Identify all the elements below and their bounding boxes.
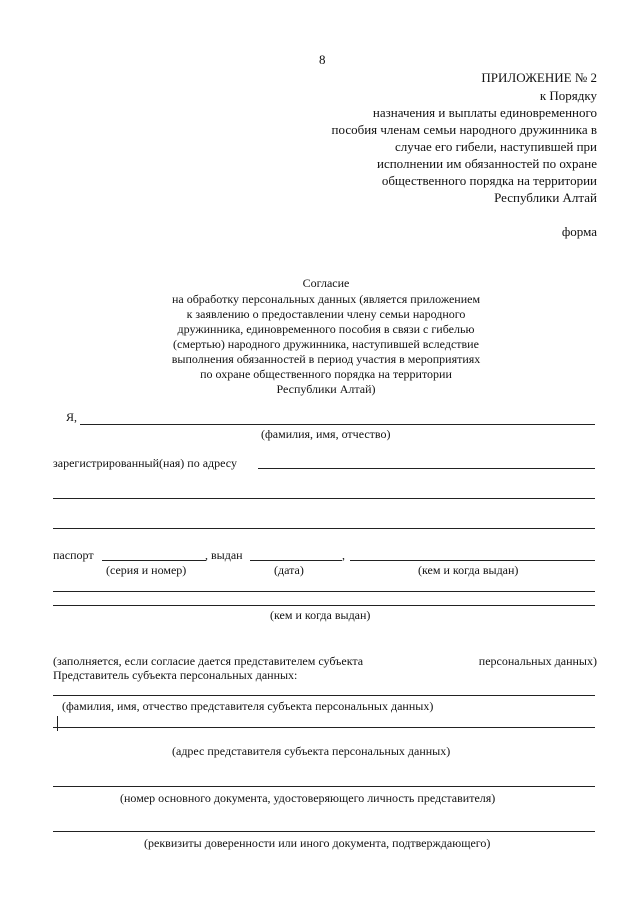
appendix-title: ПРИЛОЖЕНИЕ № 2 <box>481 70 597 85</box>
appendix-line: общественного порядка на территории <box>381 173 597 188</box>
date-caption: (дата) <box>274 563 304 577</box>
power-of-attorney-caption: (реквизиты доверенности или иного документа, подтверждающего) <box>144 836 491 850</box>
issued-by-caption-2: (кем и когда выдан) <box>270 608 371 622</box>
issued-by-caption: (кем и когда выдан) <box>418 563 519 577</box>
rep-doc-field[interactable] <box>53 786 595 787</box>
i-label: Я, <box>66 410 78 424</box>
passport-label: паспорт <box>53 548 94 562</box>
representative-field[interactable] <box>53 695 595 696</box>
passport-issued-by-field[interactable] <box>350 560 595 561</box>
text-cursor <box>57 716 58 731</box>
issued-label: , выдан <box>205 548 243 562</box>
comma: , <box>342 548 345 562</box>
appendix-line: Республики Алтай <box>494 190 597 205</box>
appendix-line: случае его гибели, наступившей при <box>394 139 597 154</box>
title-line: по охране общественного порядка на территории <box>200 367 452 381</box>
address-field-line-3[interactable] <box>53 528 595 529</box>
rep-fio-field[interactable] <box>53 727 595 728</box>
passport-date-field[interactable] <box>250 560 342 561</box>
address-field[interactable] <box>258 468 595 469</box>
representative-note-end: персональных данных) <box>478 654 597 668</box>
fio-field[interactable] <box>80 424 595 425</box>
representative-label: Представитель субъекта персональных данных: <box>53 668 298 682</box>
title-line: дружинника, единовременного пособия в связи с гибелью <box>177 322 475 336</box>
appendix-line: назначения и выплаты единовременного <box>372 105 597 120</box>
power-of-attorney-field[interactable] <box>53 831 595 832</box>
fio-caption: (фамилия, имя, отчество) <box>261 427 391 441</box>
title-line: Республики Алтай) <box>276 382 376 396</box>
title-line: выполнения обязанностей в период участия в мероприятиях <box>171 352 481 366</box>
appendix-line: пособия членам семьи народного дружинника в <box>331 122 597 137</box>
title-line: на обработку персональных данных (является приложением <box>171 292 481 306</box>
passport-series-field[interactable] <box>102 560 206 561</box>
registered-label: зарегистрированный(ная) по адресу <box>53 456 237 470</box>
representative-note: (заполняется, если согласие дается представителем субъекта <box>53 654 364 668</box>
page-number: 8 <box>319 52 326 67</box>
rep-fio-caption: (фамилия, имя, отчество представителя субъекта персональных данных) <box>62 699 434 713</box>
consent-title: Согласие <box>302 276 350 290</box>
doc-number-caption: (номер основного документа, удостоверяющего личность представителя) <box>120 791 496 805</box>
title-line: (смертью) народного дружинника, наступившей вследствие <box>173 337 479 351</box>
appendix-line: к Порядку <box>539 88 597 103</box>
rep-address-caption: (адрес представителя субъекта персональных данных) <box>172 744 451 758</box>
title-line: к заявлению о предоставлении члену семьи народного <box>186 307 466 321</box>
issued-by-field-line-2[interactable] <box>53 591 595 592</box>
address-field-line-2[interactable] <box>53 498 595 499</box>
appendix-line: исполнении им обязанностей по охране <box>376 156 597 171</box>
issued-by-field-line-3[interactable] <box>53 605 595 606</box>
series-caption: (серия и номер) <box>106 563 187 577</box>
form-label: форма <box>561 224 597 239</box>
